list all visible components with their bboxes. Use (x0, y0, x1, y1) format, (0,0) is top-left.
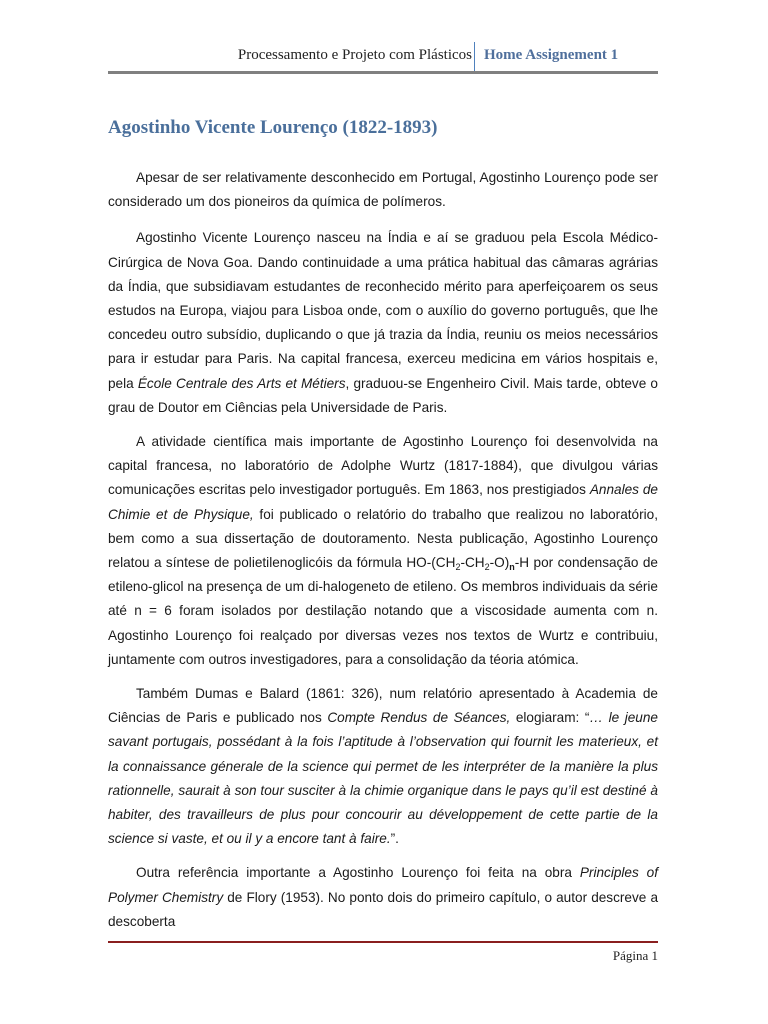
document-body (108, 166, 658, 944)
header-assignment-title: Home Assignement 1 (484, 47, 619, 63)
paragraph-1: Apesar de ser relativamente desconhecido em Portugal, Agostinho Lourenço pode ser considerado um dos pioneiros da química de polímeros. (108, 170, 658, 210)
document-title: Agostinho Vicente Lourenço (1822-1893) (108, 117, 438, 138)
paragraph-3: A atividade científica mais importante de Agostinho Lourenço foi desenvolvida na capital francesa, no laboratório de Adolphe Wurtz (1817-1884), que divulgou várias comunicações escritas pelo investigador português. Em 1863, nos prestigiados Annales de Chimie et de Physique, foi publicado o relatório do trabalho que realizou no laboratório, bem como a sua dissertação de doutoramento. Nesta publicação, Agostinho Lourenço relatou a síntese de polietilenoglicóis da fórmula $HO-(CH_2-CH_2-O)_n-H$ por condensação de etileno-glicol na presença de um di-halogeneto de etileno. Os membros individuais da série até n = 6 foram isolados por destilação notando que a viscosidade aumenta com n. Agostinho Lourenço foi realçado por diversas vezes nos textos de Wurtz e contribuiu, juntamente com outros investigadores, para a consolidação da téoria atómica. (108, 434, 658, 667)
chemical-formula: $HO-(CH_2-CH_2-O)_n-H$ (406, 555, 530, 573)
header-course-title: Processamento e Projeto com Plásticos (237, 47, 472, 63)
paragraph-4: Também Dumas e Balard (1861: 326), num relatório apresentado à Academia de Ciências de Paris e publicado nos Compte Rendus de Séances, elogiaram: “… le jeune savant portugais, possédant à la fois l’aptitude à l’observation qui fournit les materieux, et la connaissance génerale de la science qui permet de les interpréter de la manière la plus rationnelle, saurait à son tour susciter à la chimie organique dans le pays qu’il est destiné à habiter, des travailleurs de plus pour concourir au développement de cette partie de la science si vaste, et ou il y a encore tant à faire.”. (108, 686, 658, 847)
french-quotation: … le jeune savant portugais, possédant à la fois l’aptitude à l’observation qui fournit les materieux, et la connaissance génerale de la science qui permet de les interpréter de la manière la plus rationnelle, saurait à son tour susciter à la chimie organique dans le pays qu’il est destiné à habiter, des travailleurs de plus pour concourir au développement de cette partie de la science si vaste, et ou il y a encore tant à faire. (108, 710, 658, 847)
page-number: Página 1 (612, 948, 658, 963)
header-rule (108, 71, 658, 74)
page-header (108, 42, 658, 72)
footer-rule (108, 941, 658, 943)
paragraph-5: Outra referência importante a Agostinho Lourenço foi feita na obra Principles of Polymer Chemistry de Flory (1953). No ponto dois do primeiro capítulo, o autor descreve a descoberta (108, 865, 659, 929)
paragraph-2: Agostinho Vicente Lourenço nasceu na Índia e aí se graduou pela Escola Médico-Cirúrgica de Nova Goa. Dando continuidade a uma prática habitual das câmaras agrárias da Índia, que subsidiavam estudantes de reconhecido mérito para aperfeiçoarem os seus estudos na Europa, viajou para Lisboa onde, com o auxílio do governo português, que lhe concedeu outro subsídio, duplicando o que já trazia da Índia, reuniu os meios necessários para ir estudar para Paris. Na capital francesa, exerceu medicina em vários hospitais e, pela École Centrale des Arts et Métiers, graduou-se Engenheiro Civil. Mais tarde, obteve o grau de Doutor em Ciências pela Universidade de Paris. (108, 230, 658, 415)
header-separator (474, 42, 475, 72)
